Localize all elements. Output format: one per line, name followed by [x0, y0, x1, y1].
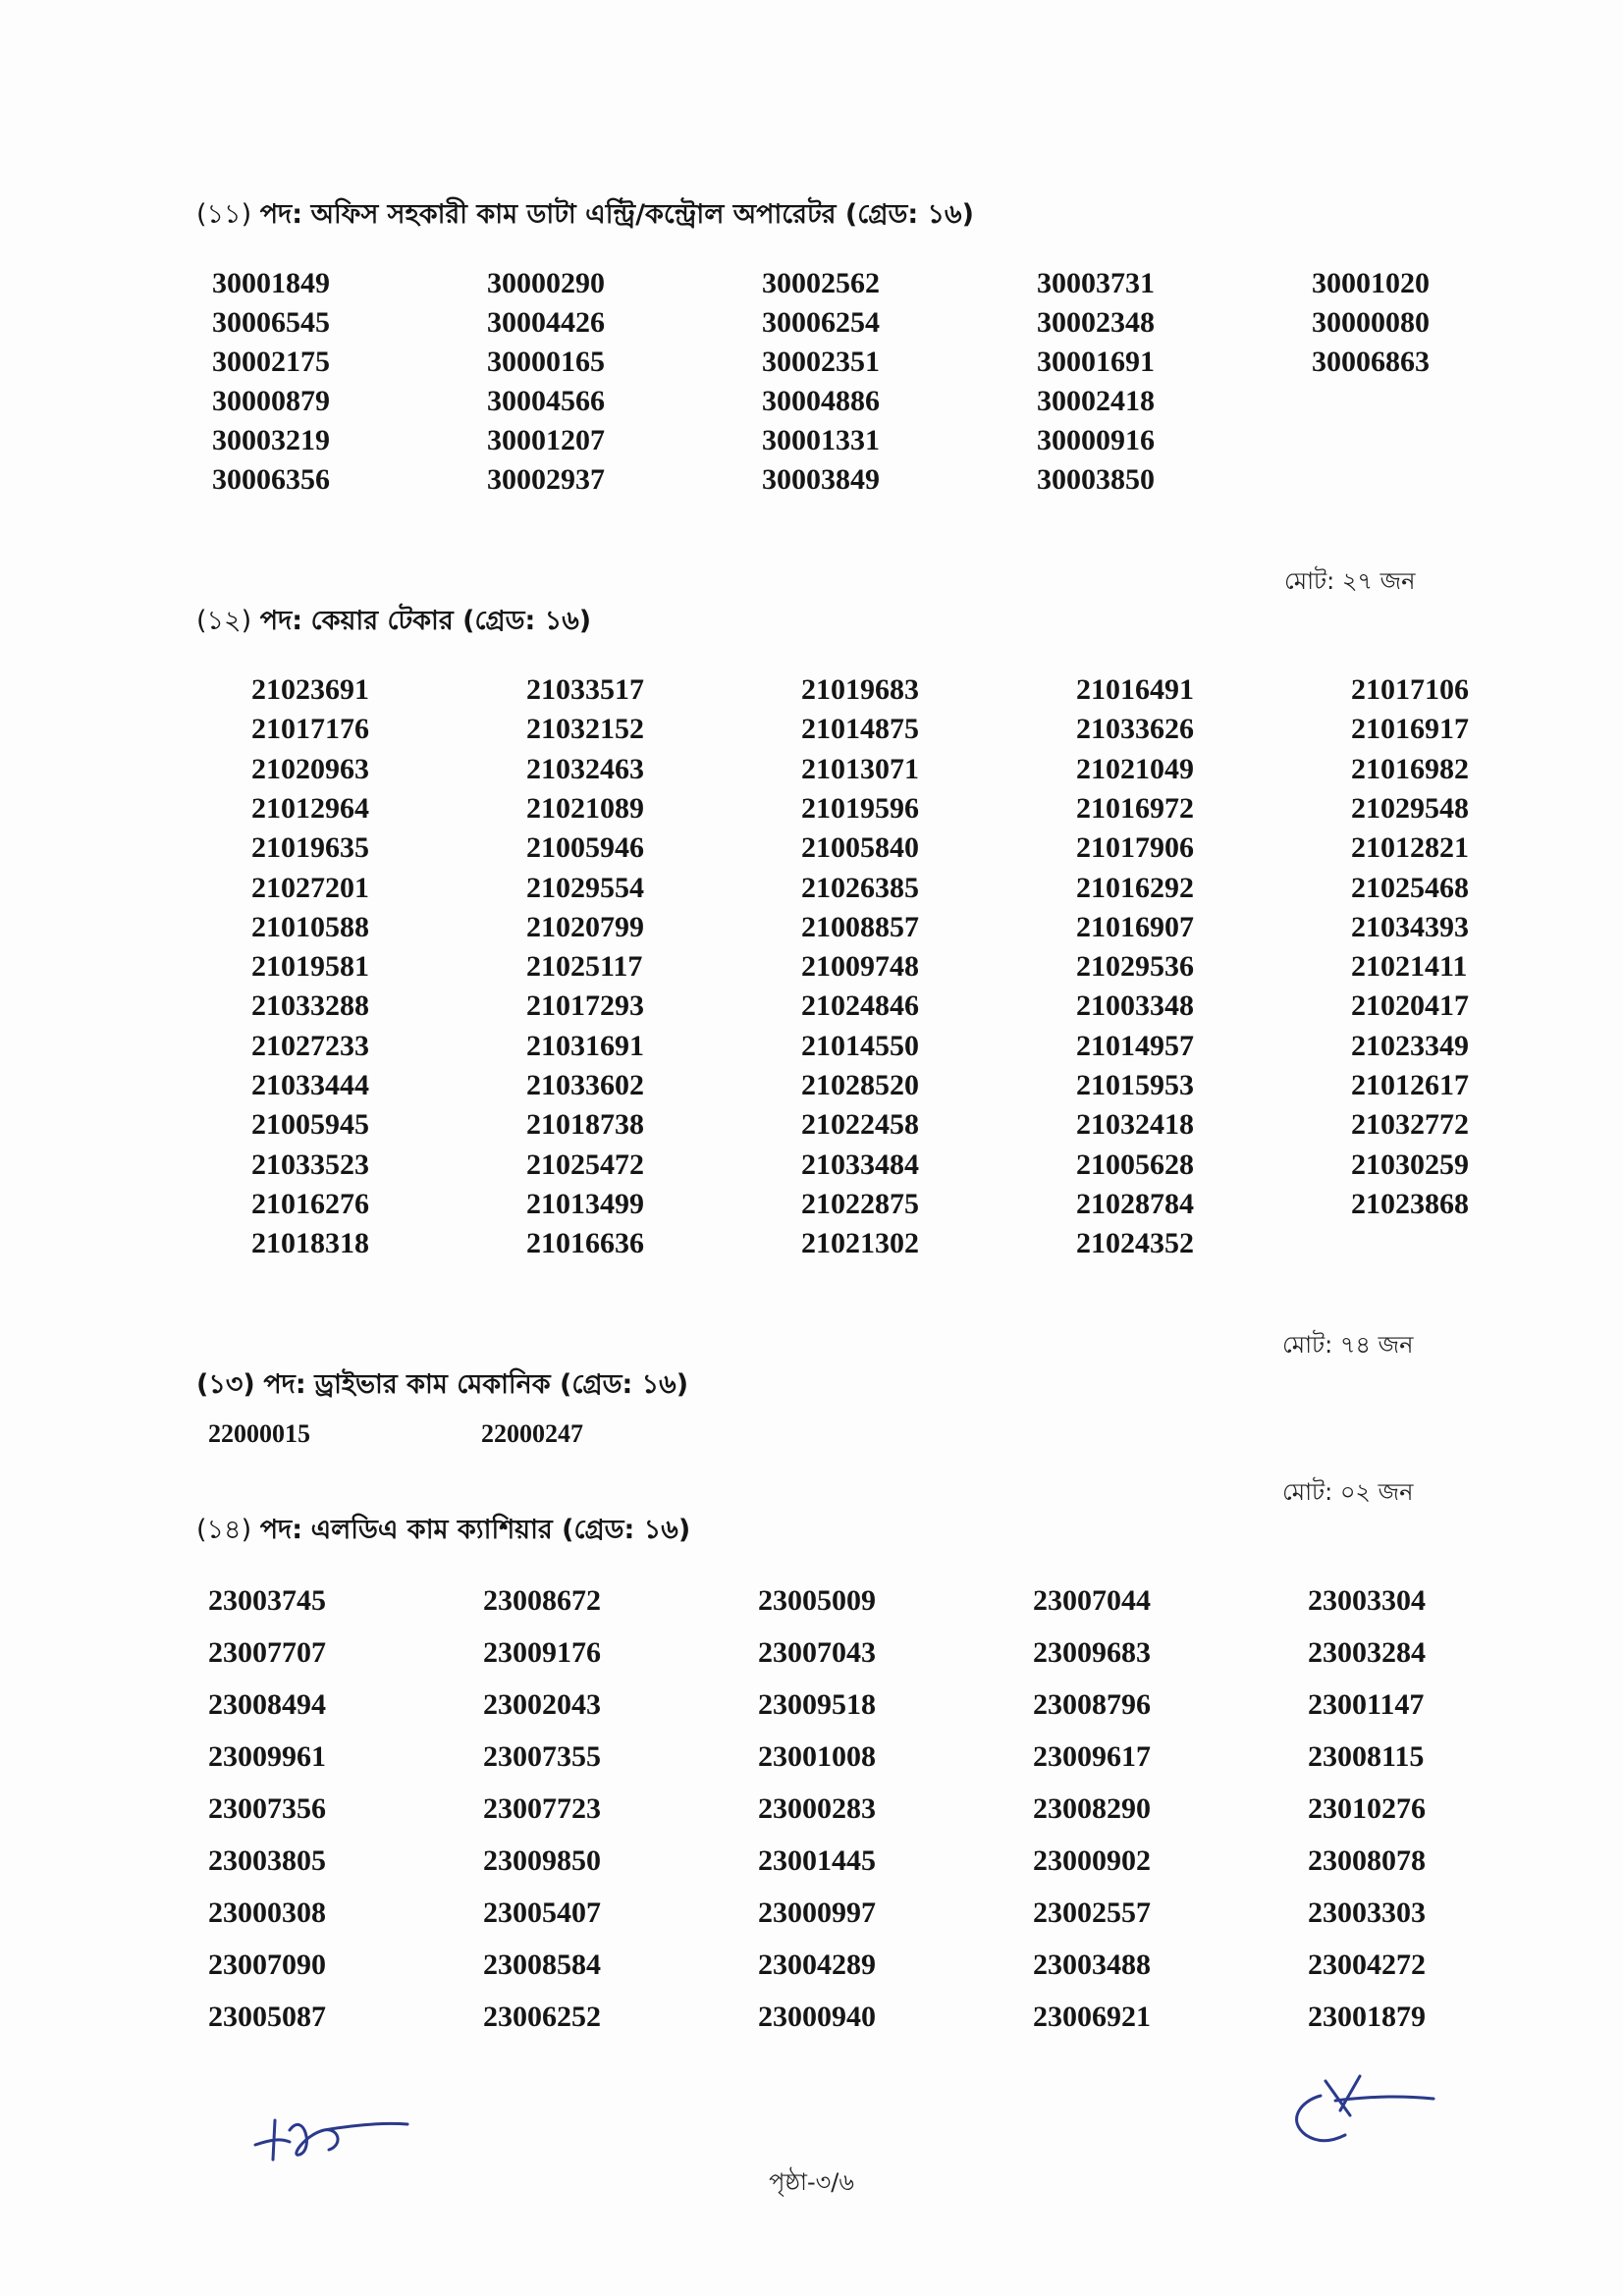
section-number: (১৪) [196, 1515, 252, 1545]
roll-number: 22000247 [481, 1419, 583, 1448]
roll-number: 30003731 [1037, 267, 1155, 299]
roll-number: 23007044 [1033, 1584, 1151, 1617]
roll-number: 21032418 [1076, 1108, 1194, 1142]
roll-number: 23007707 [208, 1636, 326, 1669]
section-total-11: মোট: ২৭ জন [1284, 567, 1416, 595]
roll-number: 30001331 [762, 424, 880, 456]
roll-number: 30002937 [487, 463, 605, 496]
roll-number: 21021089 [526, 791, 644, 825]
roll-number: 23000283 [758, 1792, 876, 1825]
roll-number: 21033517 [526, 673, 644, 706]
roll-number: 21019683 [801, 673, 919, 706]
roll-number: 23002043 [483, 1688, 601, 1721]
roll-number: 21005945 [251, 1108, 369, 1142]
roll-number: 21005946 [526, 831, 644, 865]
roll-number: 30006863 [1312, 346, 1430, 378]
roll-number: 21014550 [801, 1029, 919, 1062]
roll-number: 21016982 [1351, 752, 1469, 785]
roll-number: 21016636 [526, 1227, 644, 1260]
roll-number: 30002418 [1037, 385, 1155, 417]
roll-number: 23009518 [758, 1688, 876, 1721]
roll-number: 21027201 [251, 871, 369, 904]
section-title: এলডিএ কাম ক্যাশিয়ার (গ্রেড: ১৬) [310, 1515, 691, 1545]
roll-number: 21020963 [251, 752, 369, 785]
roll-number: 21034393 [1351, 910, 1469, 943]
roll-number: 21016917 [1351, 713, 1469, 746]
section-title: অফিস সহকারী কাম ডাটা এন্ট্রি/কন্ট্রোল অপারেটর (গ্রেড: ১৬) [310, 199, 974, 230]
section-label: পদ: [259, 606, 303, 636]
roll-number: 21016292 [1076, 871, 1194, 904]
roll-number: 21026385 [801, 871, 919, 904]
roll-number: 23000940 [758, 2001, 876, 2033]
roll-number: 21023868 [1351, 1187, 1469, 1220]
roll-number: 21017906 [1076, 831, 1194, 865]
roll-number: 21025472 [526, 1148, 644, 1181]
roll-number: 23008115 [1308, 1740, 1425, 1773]
roll-number: 30006356 [212, 463, 330, 496]
roll-number: 21017106 [1351, 673, 1469, 706]
roll-number: 21015953 [1076, 1069, 1194, 1101]
roll-number: 23006252 [483, 2001, 601, 2033]
roll-number: 30006545 [212, 306, 330, 339]
roll-number: 21005628 [1076, 1148, 1194, 1181]
roll-number: 23008584 [483, 1949, 601, 1981]
roll-number: 23009176 [483, 1636, 601, 1669]
section-heading-14 [196, 1510, 690, 1554]
roll-number: 23009850 [483, 1844, 601, 1877]
roll-number: 30003849 [762, 463, 880, 496]
roll-number: 21003348 [1076, 989, 1194, 1023]
roll-number: 21005840 [801, 831, 919, 865]
roll-number: 23003745 [208, 1584, 326, 1617]
roll-number: 30002175 [212, 346, 330, 378]
section-total-13: মোট: ০২ জন [1282, 1478, 1414, 1506]
roll-number: 21019581 [251, 950, 369, 984]
roll-number: 30000916 [1037, 424, 1155, 456]
roll-number: 23008290 [1033, 1792, 1151, 1825]
section-label: পদ: [259, 1515, 303, 1545]
roll-number: 23003304 [1308, 1584, 1426, 1617]
roll-number: 30001207 [487, 424, 605, 456]
roll-number: 21022875 [801, 1187, 919, 1220]
roll-number: 23007723 [483, 1792, 601, 1825]
roll-number: 21033602 [526, 1069, 644, 1101]
roll-number: 23003488 [1033, 1949, 1151, 1981]
roll-number: 21029554 [526, 871, 644, 904]
roll-number: 22000015 [208, 1419, 310, 1448]
roll-number: 30004886 [762, 385, 880, 417]
roll-number: 21033523 [251, 1148, 369, 1181]
page-number: পৃষ্ঠা-৩/৬ [769, 2168, 854, 2196]
roll-number: 21016491 [1076, 673, 1194, 706]
roll-number: 23007090 [208, 1949, 326, 1981]
roll-number: 21020417 [1351, 989, 1469, 1023]
roll-number: 23008494 [208, 1688, 326, 1721]
roll-number: 30003219 [212, 424, 330, 456]
roll-number: 21022458 [801, 1108, 919, 1142]
roll-number: 21012964 [251, 791, 369, 825]
roll-number: 23004289 [758, 1949, 876, 1981]
section-number: (১৩) [196, 1369, 255, 1400]
roll-number: 21018738 [526, 1108, 644, 1142]
roll-number: 30006254 [762, 306, 880, 339]
roll-number: 23003805 [208, 1844, 326, 1877]
roll-number: 23005407 [483, 1896, 601, 1929]
roll-number: 30001849 [212, 267, 330, 299]
roll-number: 21019635 [251, 831, 369, 865]
roll-number: 30000080 [1312, 306, 1430, 339]
roll-number: 23007356 [208, 1792, 326, 1825]
roll-number: 21013499 [526, 1187, 644, 1220]
section-heading-12 [196, 601, 591, 645]
roll-number: 21032772 [1351, 1108, 1469, 1142]
roll-number: 21017176 [251, 713, 369, 746]
roll-number: 23008796 [1033, 1688, 1151, 1721]
roll-number: 23005087 [208, 2001, 326, 2033]
roll-number: 30000879 [212, 385, 330, 417]
roll-number: 21031691 [526, 1029, 644, 1062]
section-title: কেয়ার টেকার (গ্রেড: ১৬) [310, 606, 592, 636]
roll-number: 23009683 [1033, 1636, 1151, 1669]
roll-number: 23008078 [1308, 1844, 1426, 1877]
roll-number: 30002562 [762, 267, 880, 299]
section-total-12: মোট: ৭৪ জন [1282, 1331, 1414, 1359]
roll-number: 23008672 [483, 1584, 601, 1617]
roll-number: 21021049 [1076, 752, 1194, 785]
roll-number: 23001879 [1308, 2001, 1426, 2033]
roll-number: 21014957 [1076, 1029, 1194, 1062]
roll-number: 21021302 [801, 1227, 919, 1260]
roll-number: 21008857 [801, 910, 919, 943]
roll-number: 21009748 [801, 950, 919, 984]
signature-right [1267, 2061, 1443, 2160]
roll-number: 21020799 [526, 910, 644, 943]
roll-number: 23003303 [1308, 1896, 1426, 1929]
roll-number: 21024352 [1076, 1227, 1194, 1260]
roll-number: 21021411 [1351, 950, 1468, 984]
roll-number: 30000165 [487, 346, 605, 378]
roll-number: 21018318 [251, 1227, 369, 1260]
roll-number: 23010276 [1308, 1792, 1426, 1825]
roll-number: 21028784 [1076, 1187, 1194, 1220]
roll-number: 21025117 [526, 950, 643, 984]
roll-number: 21032463 [526, 752, 644, 785]
roll-number: 23007043 [758, 1636, 876, 1669]
roll-number: 30001691 [1037, 346, 1155, 378]
roll-number: 21024846 [801, 989, 919, 1023]
section-number: (১১) [196, 199, 252, 230]
section-label: পদ: [263, 1369, 306, 1400]
roll-number: 30004566 [487, 385, 605, 417]
roll-number: 21019596 [801, 791, 919, 825]
section-number: (১২) [196, 606, 252, 636]
section-heading-11 [196, 194, 974, 239]
roll-number: 23000308 [208, 1896, 326, 1929]
roll-number: 23007355 [483, 1740, 601, 1773]
roll-number: 21013071 [801, 752, 919, 785]
roll-number: 21030259 [1351, 1148, 1469, 1181]
roll-number: 21029536 [1076, 950, 1194, 984]
section-heading-13 [196, 1364, 688, 1409]
roll-number: 21023349 [1351, 1029, 1469, 1062]
section-label: পদ: [259, 199, 303, 230]
roll-number: 23002557 [1033, 1896, 1151, 1929]
roll-number: 23009961 [208, 1740, 326, 1773]
roll-number: 21027233 [251, 1029, 369, 1062]
roll-number: 21028520 [801, 1069, 919, 1101]
roll-number: 30002351 [762, 346, 880, 378]
roll-number: 23001008 [758, 1740, 876, 1773]
roll-number: 21029548 [1351, 791, 1469, 825]
roll-number: 21014875 [801, 713, 919, 746]
roll-number: 30000290 [487, 267, 605, 299]
roll-number: 21033626 [1076, 713, 1194, 746]
roll-number: 23003284 [1308, 1636, 1426, 1669]
roll-number: 23005009 [758, 1584, 876, 1617]
signature-left [245, 2101, 412, 2169]
roll-number: 23009617 [1033, 1740, 1151, 1773]
roll-number: 21016276 [251, 1187, 369, 1220]
roll-number: 23000902 [1033, 1844, 1151, 1877]
roll-number: 21025468 [1351, 871, 1469, 904]
roll-number: 21033444 [251, 1069, 369, 1101]
roll-number: 21010588 [251, 910, 369, 943]
roll-number: 21016972 [1076, 791, 1194, 825]
roll-number: 21016907 [1076, 910, 1194, 943]
roll-number: 21033484 [801, 1148, 919, 1181]
roll-number: 23004272 [1308, 1949, 1426, 1981]
roll-number: 23001147 [1308, 1688, 1425, 1721]
roll-number: 30002348 [1037, 306, 1155, 339]
roll-number: 30003850 [1037, 463, 1155, 496]
roll-number: 23006921 [1033, 2001, 1151, 2033]
roll-number: 23000997 [758, 1896, 876, 1929]
roll-number: 21032152 [526, 713, 644, 746]
roll-number: 21017293 [526, 989, 644, 1023]
roll-number: 21023691 [251, 673, 369, 706]
section-title: ড্রাইভার কাম মেকানিক (গ্রেড: ১৬) [314, 1369, 689, 1400]
roll-number: 21012821 [1351, 831, 1469, 865]
roll-number: 30001020 [1312, 267, 1430, 299]
roll-number: 21012617 [1351, 1069, 1469, 1101]
roll-number: 21033288 [251, 989, 369, 1023]
roll-number: 23001445 [758, 1844, 876, 1877]
roll-number: 30004426 [487, 306, 605, 339]
